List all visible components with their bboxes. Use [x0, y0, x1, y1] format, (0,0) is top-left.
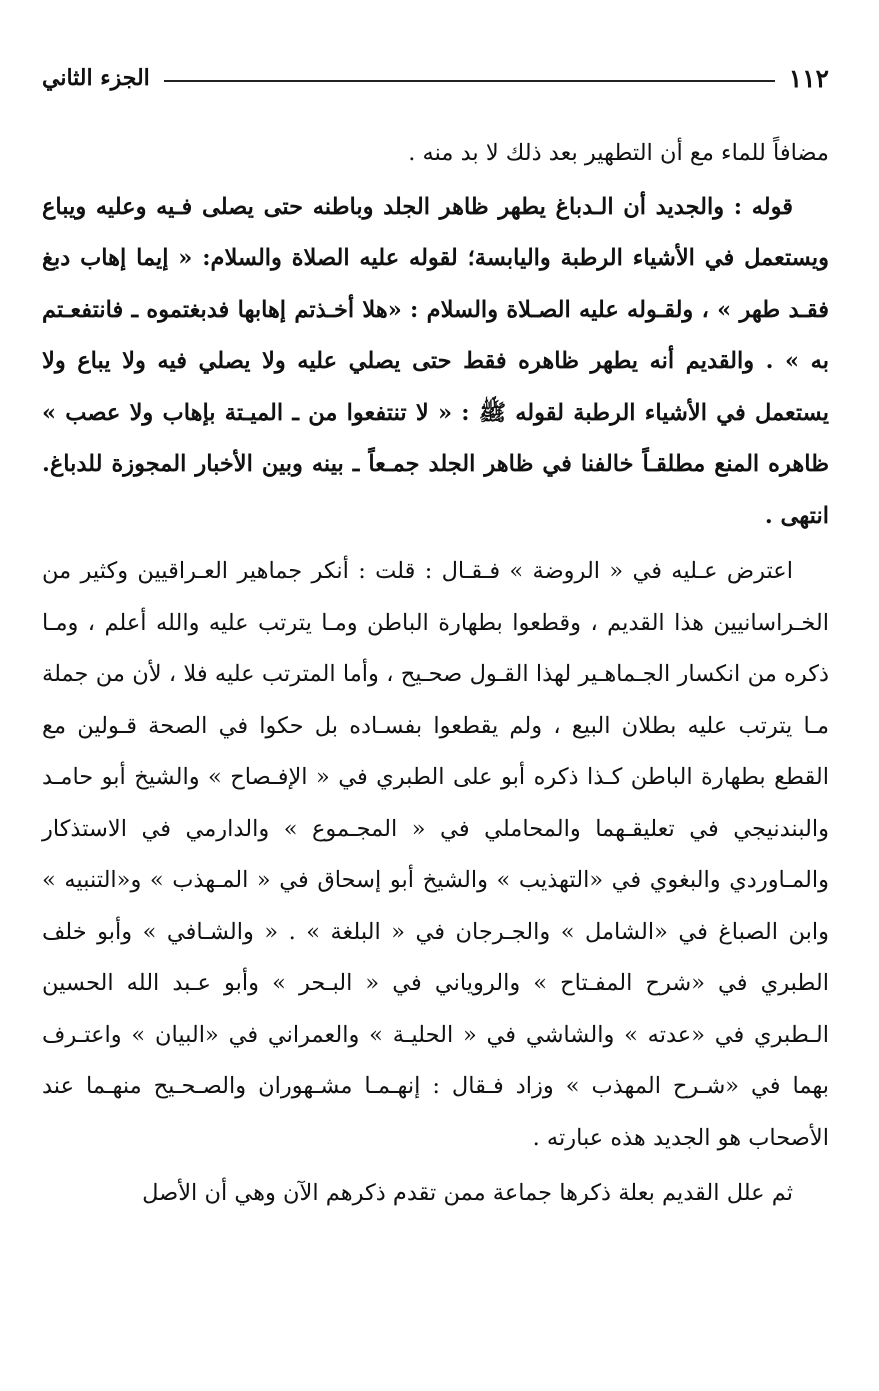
- page-number: ١١٢: [788, 63, 829, 93]
- body-text: [42, 128, 829, 1220]
- paragraph-next: ثم علل القديم بعلة ذكرها جماعة ممن تقدم ذكرهم الآن وهي أن الأصل: [142, 1180, 793, 1206]
- header-rule: [164, 80, 775, 82]
- paragraph-continuation: مضافاً للماء مع أن التطهير بعد ذلك لا بد منه .: [408, 140, 829, 166]
- running-header: [42, 58, 829, 98]
- paragraph-quoted-text: قوله : والجديد أن الـدباغ يطهر ظاهر الجلد وباطنه حتى يصلى فـيه وعليه ويباع ويستعمل في الأشياء الرطبة واليابسة؛ لقوله عليه الصلاة والسلام: « إيما إهاب دبغ فقـد طهر » ، ولقـوله عليه الصـلاة والسلام : «هلا أخـذتم إهابها فدبغتموه ـ فانتفعـتم به » . والقديم أنه يطهر ظاهره فقط حتى يصلي عليه ولا يصلي فيه ولا يباع ولا يستعمل في الأشياء الرطبة لقوله ﷺ : « لا تنتفعوا من ـ الميـتة بإهاب ولا عصب » ظاهره المنع مطلقـاً خالفنا في ظاهر الجلد جمـعاً ـ بينه وبين الأخبار المجوزة للدباغ. انتهى .: [42, 193, 829, 529]
- paragraph-commentary: اعترض عـليه في « الروضة » فـقـال : قلت : أنكر جماهير العـراقيين وكثير من الخـراسانيين هذا القديم ، وقطعوا بطهارة الباطن ومـا يترتب عليه والله أعلم ، ومـا ذكره من انكسار الجـماهـير لهذا القـول صحـيح ، وأما المترتب عليه فلا ، لأن من جملة مـا يترتب عليه بطلان البيع ، ولم يقطعوا بفسـاده بل حكوا في الصحة قـولين مع القطع بطهارة الباطن كـذا ذكره أبو على الطبري في « الإفـصاح » والشيخ أبو حامـد والبندنيجي في تعليقـهما والمحاملي في « المجـموع » والدارمي في الاستذكار والمـاوردي والبغوي في «التهذيب » والشيخ أبو إسحاق في « المـهذب » و«التنبيه » وابن الصباغ في «الشامل » والجـرجان في « البلغة » . « والشـافي » وأبو خلف الطبري في «شرح المفـتاح » والروياني في « البـحر » وأبو عـبد الله الحسين الـطبري في «عدته » والشاشي في « الحليـة » والعمراني في «البيان » واعتـرف بهما في «شـرح المهذب » وزاد فـقال : إنهـمـا مشـهوران والصـحـيح منهـما عند الأصحاب هو الجديد هذه عبارته .: [42, 558, 830, 1151]
- part-title: الجزء الثاني: [42, 65, 150, 91]
